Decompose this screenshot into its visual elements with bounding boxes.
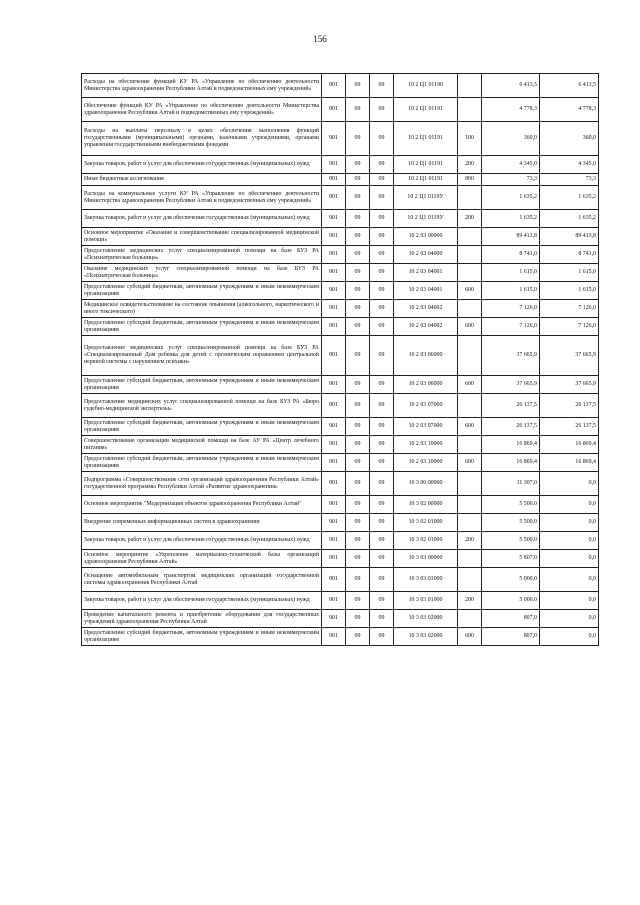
amount-year1-cell: 89 413,8 (482, 228, 540, 246)
section-code-cell: 09 (346, 454, 370, 472)
section-code-cell: 09 (346, 514, 370, 532)
expense-type-cell (458, 74, 482, 98)
amount-year1-cell: 37 665,9 (482, 376, 540, 394)
subsection-code-cell: 09 (370, 264, 394, 282)
amount-year1-cell: 4 345,0 (482, 156, 540, 174)
target-article-cell: 10 2 Ц1 0119У (394, 210, 458, 228)
row-name-cell: Предоставление субсидий бюджетным, автономным учреждениям и иным некоммерческим организациям (82, 628, 322, 646)
amount-year2-cell: 6 413,5 (540, 74, 599, 98)
table-row (82, 532, 599, 550)
amount-year2-cell: 1 635,2 (540, 210, 599, 228)
amount-year2-cell: 1 635,2 (540, 186, 599, 210)
subsection-code-cell: 09 (370, 376, 394, 394)
expense-type-cell: 600 (458, 454, 482, 472)
subsection-code-cell: 09 (370, 210, 394, 228)
table-row (82, 394, 599, 418)
expense-type-cell: 200 (458, 156, 482, 174)
amount-year2-cell: 4 345,0 (540, 156, 599, 174)
amount-year1-cell: 1 615,0 (482, 264, 540, 282)
target-article-cell: 10 2 03 07000 (394, 394, 458, 418)
row-name-cell: Предоставление медицинских услуг специализированной помощи на базе БУЗ РА «Бюро судебно-медицинской экспертизы» (82, 394, 322, 418)
admin-code-cell: 901 (322, 514, 346, 532)
section-code-cell: 09 (346, 568, 370, 592)
table-row (82, 174, 599, 186)
target-article-cell: 10 2 03 04001 (394, 264, 458, 282)
amount-year1-cell: 360,0 (482, 122, 540, 156)
subsection-code-cell: 09 (370, 496, 394, 514)
section-code-cell: 09 (346, 74, 370, 98)
table-row (82, 568, 599, 592)
target-article-cell: 10 3 00 00000 (394, 472, 458, 496)
expense-type-cell (458, 300, 482, 318)
admin-code-cell: 901 (322, 186, 346, 210)
section-code-cell: 09 (346, 122, 370, 156)
expense-type-cell (458, 472, 482, 496)
amount-year2-cell: 0,0 (540, 592, 599, 610)
admin-code-cell: 901 (322, 610, 346, 628)
expense-type-cell (458, 336, 482, 376)
subsection-code-cell: 09 (370, 394, 394, 418)
section-code-cell: 09 (346, 628, 370, 646)
expense-type-cell (458, 568, 482, 592)
target-article-cell: 10 3 03 00000 (394, 550, 458, 568)
expense-type-cell: 100 (458, 122, 482, 156)
table-row (82, 122, 599, 156)
amount-year2-cell: 89 413,8 (540, 228, 599, 246)
amount-year2-cell: 37 665,9 (540, 336, 599, 376)
row-name-cell: Предоставление медицинских услуг специализированной помощи на базе БУЗ РА «Психиатрическая больница» (82, 246, 322, 264)
admin-code-cell: 901 (322, 454, 346, 472)
amount-year2-cell: 0,0 (540, 568, 599, 592)
subsection-code-cell: 09 (370, 300, 394, 318)
amount-year2-cell: 1 615,0 (540, 264, 599, 282)
section-code-cell: 09 (346, 496, 370, 514)
row-name-cell: Медицинское освидетельствование на состояние опьянения (алкогольного, наркотического и иного токсического) (82, 300, 322, 318)
admin-code-cell: 901 (322, 246, 346, 264)
subsection-code-cell: 09 (370, 282, 394, 300)
target-article-cell: 10 3 03 01000 (394, 592, 458, 610)
row-name-cell: Оснащение автомобильным транспортом медицинских организаций государственной системы здравоохранения Республики Алтай (82, 568, 322, 592)
section-code-cell: 09 (346, 156, 370, 174)
row-name-cell: Обеспечение функций КУ РА «Управление по обеспечению деятельности Министерства здравоохранения Республики Алтай и подведомственных ему учреждений» (82, 98, 322, 122)
admin-code-cell: 901 (322, 436, 346, 454)
expense-type-cell (458, 264, 482, 282)
target-article-cell: 10 3 02 01000 (394, 532, 458, 550)
target-article-cell: 10 2 03 04001 (394, 282, 458, 300)
section-code-cell: 09 (346, 246, 370, 264)
table-row (82, 156, 599, 174)
expense-type-cell (458, 98, 482, 122)
admin-code-cell: 901 (322, 550, 346, 568)
row-name-cell: Иные бюджетные ассигнования (82, 174, 322, 186)
admin-code-cell: 901 (322, 318, 346, 336)
page-number: 156 (313, 34, 327, 44)
expense-type-cell: 200 (458, 592, 482, 610)
admin-code-cell: 901 (322, 418, 346, 436)
section-code-cell: 09 (346, 550, 370, 568)
amount-year2-cell: 4 778,3 (540, 98, 599, 122)
table-row (82, 592, 599, 610)
target-article-cell: 10 3 03 02000 (394, 610, 458, 628)
row-name-cell: Закупка товаров, работ и услуг для обеспечения государственных (муниципальных) нужд (82, 210, 322, 228)
amount-year2-cell: 16 869,4 (540, 454, 599, 472)
table-row (82, 74, 599, 98)
subsection-code-cell: 09 (370, 628, 394, 646)
expense-type-cell (458, 514, 482, 532)
target-article-cell: 10 2 03 10000 (394, 436, 458, 454)
target-article-cell: 10 2 03 04002 (394, 318, 458, 336)
row-name-cell: Расходы на обеспечение функций КУ РА «Управление по обеспечению деятельности Министерства здравоохранения Республики Алтай и подведомственных ему учреждений» (82, 74, 322, 98)
amount-year1-cell: 8 741,0 (482, 246, 540, 264)
table-row (82, 514, 599, 532)
section-code-cell: 09 (346, 264, 370, 282)
amount-year1-cell: 37 665,9 (482, 336, 540, 376)
amount-year2-cell: 8 741,0 (540, 246, 599, 264)
admin-code-cell: 901 (322, 376, 346, 394)
table-row (82, 610, 599, 628)
subsection-code-cell: 09 (370, 156, 394, 174)
expense-type-cell (458, 436, 482, 454)
row-name-cell: Предоставление медицинских услуг специализированной помощи на базе БУЗ РА «Специализированный Дом ребенка для детей с органическим поражением центральной нервной системы с нарушением психики» (82, 336, 322, 376)
section-code-cell: 09 (346, 436, 370, 454)
target-article-cell: 10 2 Ц1 01191 (394, 156, 458, 174)
expense-type-cell: 600 (458, 418, 482, 436)
section-code-cell: 09 (346, 318, 370, 336)
amount-year2-cell: 0,0 (540, 514, 599, 532)
table-row (82, 496, 599, 514)
expense-type-cell: 600 (458, 628, 482, 646)
subsection-code-cell: 09 (370, 436, 394, 454)
row-name-cell: Закупка товаров, работ и услуг для обеспечения государственных (муниципальных) нужд (82, 592, 322, 610)
target-article-cell: 10 2 03 06000 (394, 376, 458, 394)
table-row (82, 186, 599, 210)
amount-year1-cell: 1 615,0 (482, 282, 540, 300)
target-article-cell: 10 2 03 10000 (394, 454, 458, 472)
amount-year2-cell: 16 869,4 (540, 436, 599, 454)
target-article-cell: 10 2 Ц1 01191 (394, 122, 458, 156)
amount-year1-cell: 16 869,4 (482, 454, 540, 472)
expense-type-cell (458, 186, 482, 210)
amount-year1-cell: 73,3 (482, 174, 540, 186)
target-article-cell: 10 2 03 07000 (394, 418, 458, 436)
table-body (82, 74, 599, 646)
section-code-cell: 09 (346, 610, 370, 628)
amount-year1-cell: 5 500,0 (482, 514, 540, 532)
table-row (82, 376, 599, 394)
admin-code-cell: 901 (322, 282, 346, 300)
expense-type-cell (458, 394, 482, 418)
admin-code-cell: 901 (322, 98, 346, 122)
table-row (82, 454, 599, 472)
expense-type-cell: 800 (458, 174, 482, 186)
budget-table (81, 73, 599, 646)
expense-type-cell (458, 246, 482, 264)
target-article-cell: 10 3 03 01000 (394, 568, 458, 592)
target-article-cell: 10 2 Ц1 01190 (394, 74, 458, 98)
amount-year1-cell: 4 778,3 (482, 98, 540, 122)
row-name-cell: Предоставление субсидий бюджетным, автономным учреждениям и иным некоммерческим организациям (82, 418, 322, 436)
admin-code-cell: 901 (322, 472, 346, 496)
expense-type-cell: 600 (458, 376, 482, 394)
section-code-cell: 09 (346, 282, 370, 300)
row-name-cell: Расходы на коммунальные услуги КУ РА «Управление по обеспечению деятельности Министерства здравоохранения Республики Алтай и подведомственных ему учреждений» (82, 186, 322, 210)
target-article-cell: 10 3 03 02000 (394, 628, 458, 646)
admin-code-cell: 901 (322, 210, 346, 228)
row-name-cell: Основное мероприятие "Модернизация объектов здравоохранения Республики Алтай" (82, 496, 322, 514)
subsection-code-cell: 09 (370, 318, 394, 336)
amount-year2-cell: 1 615,0 (540, 282, 599, 300)
expense-type-cell (458, 496, 482, 514)
admin-code-cell: 901 (322, 628, 346, 646)
amount-year2-cell: 0,0 (540, 628, 599, 646)
amount-year1-cell: 807,0 (482, 610, 540, 628)
admin-code-cell: 901 (322, 228, 346, 246)
table-row (82, 418, 599, 436)
admin-code-cell: 901 (322, 300, 346, 318)
admin-code-cell: 901 (322, 336, 346, 376)
amount-year2-cell: 37 665,9 (540, 376, 599, 394)
target-article-cell: 10 2 Ц1 01191 (394, 98, 458, 122)
amount-year2-cell: 0,0 (540, 496, 599, 514)
table-row (82, 628, 599, 646)
subsection-code-cell: 09 (370, 174, 394, 186)
amount-year1-cell: 6 413,5 (482, 74, 540, 98)
row-name-cell: Внедрение современных информационных систем в здравоохранении (82, 514, 322, 532)
expense-type-cell: 600 (458, 282, 482, 300)
table-row (82, 436, 599, 454)
target-article-cell: 10 2 Ц1 0119У (394, 186, 458, 210)
target-article-cell: 10 3 02 01000 (394, 514, 458, 532)
expense-type-cell (458, 228, 482, 246)
section-code-cell: 09 (346, 376, 370, 394)
section-code-cell: 09 (346, 174, 370, 186)
amount-year1-cell: 5 000,0 (482, 592, 540, 610)
amount-year2-cell: 0,0 (540, 550, 599, 568)
amount-year1-cell: 5 500,0 (482, 496, 540, 514)
amount-year2-cell: 360,0 (540, 122, 599, 156)
section-code-cell: 09 (346, 532, 370, 550)
subsection-code-cell: 09 (370, 550, 394, 568)
table-row (82, 318, 599, 336)
section-code-cell: 09 (346, 394, 370, 418)
table-row (82, 550, 599, 568)
admin-code-cell: 901 (322, 568, 346, 592)
subsection-code-cell: 09 (370, 246, 394, 264)
row-name-cell: Оказание медицинских услуг специализированной помощи на базе БУЗ РА «Психиатрическая больница» (82, 264, 322, 282)
section-code-cell: 09 (346, 228, 370, 246)
row-name-cell: Расходы на выплаты персоналу в целях обеспечения выполнения функций государственными (муниципальными) органами, казенными учреждениями, органами управления государственными внебюджетными фондами (82, 122, 322, 156)
expense-type-cell: 200 (458, 532, 482, 550)
admin-code-cell: 901 (322, 74, 346, 98)
amount-year1-cell: 1 635,2 (482, 210, 540, 228)
subsection-code-cell: 09 (370, 532, 394, 550)
admin-code-cell: 901 (322, 592, 346, 610)
amount-year2-cell: 0,0 (540, 532, 599, 550)
table-row (82, 228, 599, 246)
row-name-cell: Предоставление субсидий бюджетным, автономным учреждениям и иным некоммерческим организациям (82, 318, 322, 336)
row-name-cell: Предоставление субсидий бюджетным, автономным учреждениям и иным некоммерческим организациям (82, 282, 322, 300)
amount-year1-cell: 7 126,0 (482, 300, 540, 318)
amount-year2-cell: 7 126,0 (540, 318, 599, 336)
amount-year1-cell: 5 500,0 (482, 532, 540, 550)
table-row (82, 472, 599, 496)
amount-year2-cell: 26 137,5 (540, 394, 599, 418)
row-name-cell: Предоставление субсидий бюджетным, автономным учреждениям и иным некоммерческим организациям (82, 454, 322, 472)
target-article-cell: 10 2 Ц1 01191 (394, 174, 458, 186)
amount-year1-cell: 807,0 (482, 628, 540, 646)
amount-year2-cell: 0,0 (540, 472, 599, 496)
subsection-code-cell: 09 (370, 122, 394, 156)
target-article-cell: 10 2 03 00000 (394, 228, 458, 246)
subsection-code-cell: 09 (370, 454, 394, 472)
section-code-cell: 09 (346, 418, 370, 436)
target-article-cell: 10 2 03 04000 (394, 246, 458, 264)
amount-year1-cell: 7 126,0 (482, 318, 540, 336)
expense-type-cell (458, 550, 482, 568)
subsection-code-cell: 09 (370, 568, 394, 592)
section-code-cell: 09 (346, 592, 370, 610)
subsection-code-cell: 09 (370, 98, 394, 122)
expense-type-cell: 600 (458, 318, 482, 336)
row-name-cell: Проведение капитального ремонта и приобретение оборудования для государственных учреждений здравоохранения Республики Алтай (82, 610, 322, 628)
section-code-cell: 09 (346, 336, 370, 376)
row-name-cell: Совершенствование организации медицинской помощи на базе АУ РА «Центр лечебного питания» (82, 436, 322, 454)
amount-year1-cell: 26 137,5 (482, 394, 540, 418)
admin-code-cell: 901 (322, 174, 346, 186)
amount-year1-cell: 16 869,4 (482, 436, 540, 454)
table-row (82, 300, 599, 318)
row-name-cell: Предоставление субсидий бюджетным, автономным учреждениям и иным некоммерческим организациям (82, 376, 322, 394)
subsection-code-cell: 09 (370, 418, 394, 436)
subsection-code-cell: 09 (370, 592, 394, 610)
table-row (82, 264, 599, 282)
section-code-cell: 09 (346, 300, 370, 318)
subsection-code-cell: 09 (370, 186, 394, 210)
row-name-cell: Основное мероприятие «Укрепление материально-технической базы организаций здравоохранения Республики Алтай» (82, 550, 322, 568)
row-name-cell: Основное мероприятие «Оказание и совершенствование специализированной медицинской помощи» (82, 228, 322, 246)
table-row (82, 98, 599, 122)
amount-year1-cell: 26 137,5 (482, 418, 540, 436)
admin-code-cell: 901 (322, 122, 346, 156)
amount-year2-cell: 7 126,0 (540, 300, 599, 318)
table-row (82, 246, 599, 264)
subsection-code-cell: 09 (370, 610, 394, 628)
target-article-cell: 10 2 03 06000 (394, 336, 458, 376)
row-name-cell: Подпрограмма «Совершенствование сети организаций здравоохранения Республики Алтай» государственной программы Республики Алтай «Развитие здравоохранения» (82, 472, 322, 496)
expense-type-cell: 200 (458, 210, 482, 228)
admin-code-cell: 901 (322, 264, 346, 282)
amount-year2-cell: 0,0 (540, 610, 599, 628)
section-code-cell: 09 (346, 186, 370, 210)
amount-year1-cell: 5 000,0 (482, 568, 540, 592)
section-code-cell: 09 (346, 472, 370, 496)
section-code-cell: 09 (346, 210, 370, 228)
subsection-code-cell: 09 (370, 74, 394, 98)
subsection-code-cell: 09 (370, 514, 394, 532)
subsection-code-cell: 09 (370, 336, 394, 376)
amount-year2-cell: 73,3 (540, 174, 599, 186)
row-name-cell: Закупка товаров, работ и услуг для обеспечения государственных (муниципальных) нужд (82, 532, 322, 550)
row-name-cell: Закупка товаров, работ и услуг для обеспечения государственных (муниципальных) нужд (82, 156, 322, 174)
target-article-cell: 10 3 02 00000 (394, 496, 458, 514)
amount-year2-cell: 26 137,5 (540, 418, 599, 436)
subsection-code-cell: 09 (370, 472, 394, 496)
admin-code-cell: 901 (322, 532, 346, 550)
table-row (82, 210, 599, 228)
admin-code-cell: 901 (322, 496, 346, 514)
section-code-cell: 09 (346, 98, 370, 122)
target-article-cell: 10 2 03 04002 (394, 300, 458, 318)
amount-year1-cell: 5 807,0 (482, 550, 540, 568)
expense-type-cell (458, 610, 482, 628)
amount-year1-cell: 11 307,0 (482, 472, 540, 496)
admin-code-cell: 901 (322, 394, 346, 418)
admin-code-cell: 901 (322, 156, 346, 174)
subsection-code-cell: 09 (370, 228, 394, 246)
amount-year1-cell: 1 635,2 (482, 186, 540, 210)
table-row (82, 336, 599, 376)
table-row (82, 282, 599, 300)
